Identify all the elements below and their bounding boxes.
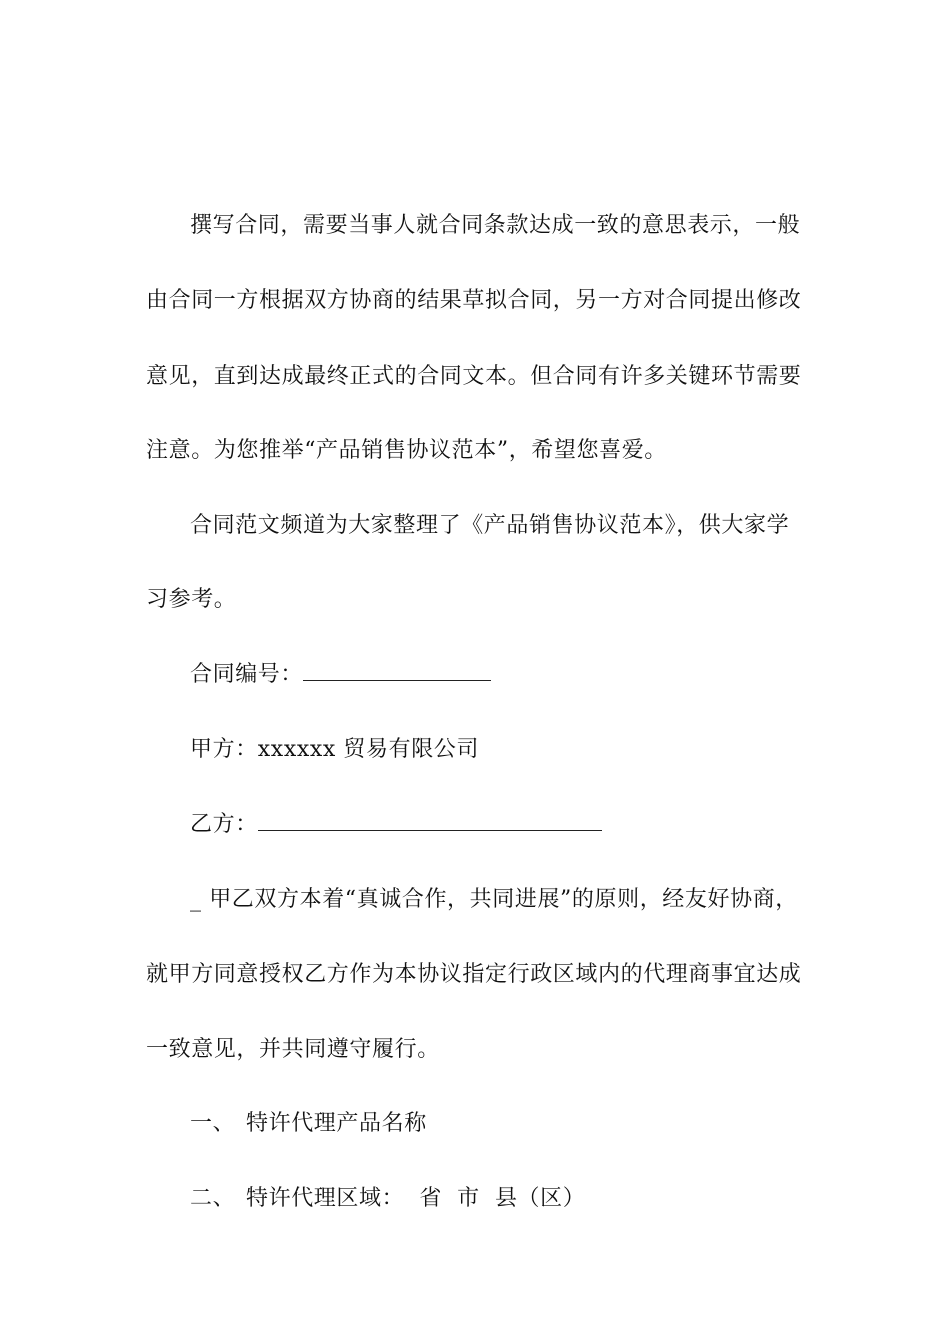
clause-1-number: 一、: [190, 1111, 236, 1136]
contract-number-label: 合同编号：: [190, 662, 304, 687]
paragraph-agreement-line-2: 就甲方同意授权乙方作为本协议指定行政区域内的代理商事宜达成: [146, 962, 802, 987]
party-b-line: [190, 810, 850, 840]
paragraph-intro-line-4: 注意。为您推举“产品销售协议范本”，希望您喜爱。: [146, 438, 667, 463]
paragraph-source-line-2: 习参考。: [146, 587, 237, 612]
clause-2: [190, 1184, 850, 1214]
paragraph-source-line-1: 合同范文频道为大家整理了《产品销售协议范本》，供大家学: [190, 513, 790, 538]
party-b-blank: [258, 810, 602, 831]
party-a-line: 甲方：xxxxxx 贸易有限公司: [190, 737, 480, 762]
contract-number-blank: [303, 660, 491, 681]
paragraph-intro-line-3: 意见，直到达成最终正式的合同文本。但合同有许多关键环节需要: [146, 364, 802, 389]
paragraph-agreement-line-3: 一致意见，并共同遵守履行。: [146, 1037, 440, 1062]
paragraph-intro-line-1: 撰写合同，需要当事人就合同条款达成一致的意思表示，一般: [190, 213, 801, 238]
clause-2-number: 二、: [190, 1186, 236, 1211]
paragraph-agreement-line-1: _ 甲乙双方本着“真诚合作，共同进展”的原则，经友好协商，: [190, 887, 798, 912]
paragraph-intro-line-2: 由合同一方根据双方协商的结果草拟合同，另一方对合同提出修改: [146, 288, 802, 313]
party-b-label: 乙方：: [190, 812, 258, 837]
contract-number-line: [190, 660, 850, 690]
clause-1: [190, 1109, 850, 1139]
clause-1-text: 特许代理产品名称: [246, 1111, 427, 1136]
clause-2-text: 特许代理区域： 省 市 县（区）: [246, 1186, 586, 1211]
